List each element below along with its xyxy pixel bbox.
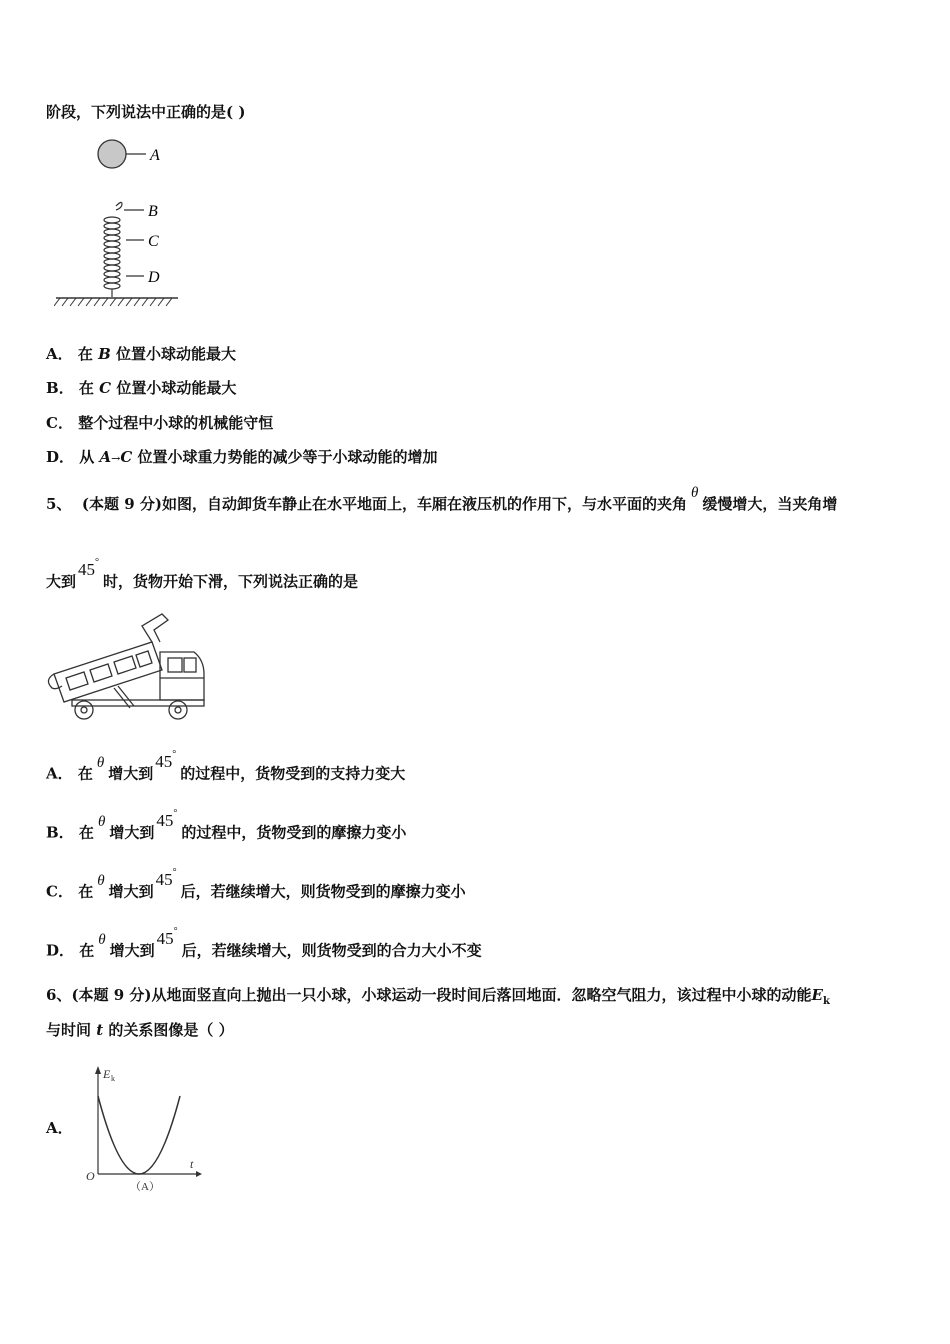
origin-label: O bbox=[86, 1169, 95, 1183]
q4-option-b: B． 在 C 位置小球动能最大 bbox=[46, 379, 237, 397]
ek-time-graph bbox=[80, 1062, 204, 1194]
q4-option-a: A． 在 B 位置小球动能最大 bbox=[46, 345, 237, 363]
ball-spring-figure bbox=[54, 134, 194, 314]
y-axis-label: E bbox=[103, 1067, 111, 1081]
ek-curve bbox=[98, 1096, 180, 1174]
q5-option-a: A． 在θ增大到45°的过程中，货物受到的支持力变大 bbox=[46, 749, 406, 783]
dump-truck-figure bbox=[44, 612, 210, 724]
x-axis-label: t bbox=[190, 1157, 194, 1171]
label-c: C bbox=[148, 233, 159, 250]
q5-stem-line1: 5、 (本题 9 分)如图，自动卸货车静止在水平地面上，车厢在液压机的作用下，与水平面的夹角θ缓慢增大，当夹角增 bbox=[46, 485, 838, 513]
wheels bbox=[75, 701, 187, 719]
q5-stem-line2: 大到45°时，货物开始下滑，下列说法正确的是 bbox=[46, 557, 359, 591]
y-axis-label-sub: k bbox=[111, 1074, 115, 1083]
q4-stem-tail: 阶段，下列说法中正确的是( ) bbox=[46, 103, 246, 121]
q5-option-b: B． 在θ增大到45°的过程中，货物受到的摩擦力变小 bbox=[46, 808, 407, 842]
truck-bed bbox=[48, 614, 168, 702]
label-b: B bbox=[148, 203, 158, 220]
ball bbox=[98, 140, 126, 168]
q4-option-c: C． 整个过程中小球的机械能守恒 bbox=[46, 414, 274, 432]
q4-option-d: D． 从 A→C 位置小球重力势能的减少等于小球动能的增加 bbox=[46, 448, 438, 466]
q6-option-a-label: A． bbox=[46, 1119, 73, 1137]
q6-stem-line1: 6、(本题 9 分)从地面竖直向上抛出一只小球，小球运动一段时间后落回地面．忽略空气阻力，该过程中小球的动能$E_k$ bbox=[46, 986, 830, 1007]
truck-cab bbox=[160, 652, 204, 700]
graph-caption: （A） bbox=[130, 1181, 160, 1193]
spring bbox=[104, 202, 122, 297]
label-a: A bbox=[150, 147, 160, 164]
label-d: D bbox=[148, 269, 160, 286]
q5-option-d: D． 在θ增大到45°后，若继续增大，则货物受到的合力大小不变 bbox=[46, 926, 482, 960]
q6-stem-line2: 与时间 t 的关系图像是（ ） bbox=[46, 1021, 234, 1039]
q5-option-c: C． 在θ增大到45°后，若继续增大，则货物受到的摩擦力变小 bbox=[46, 867, 466, 901]
